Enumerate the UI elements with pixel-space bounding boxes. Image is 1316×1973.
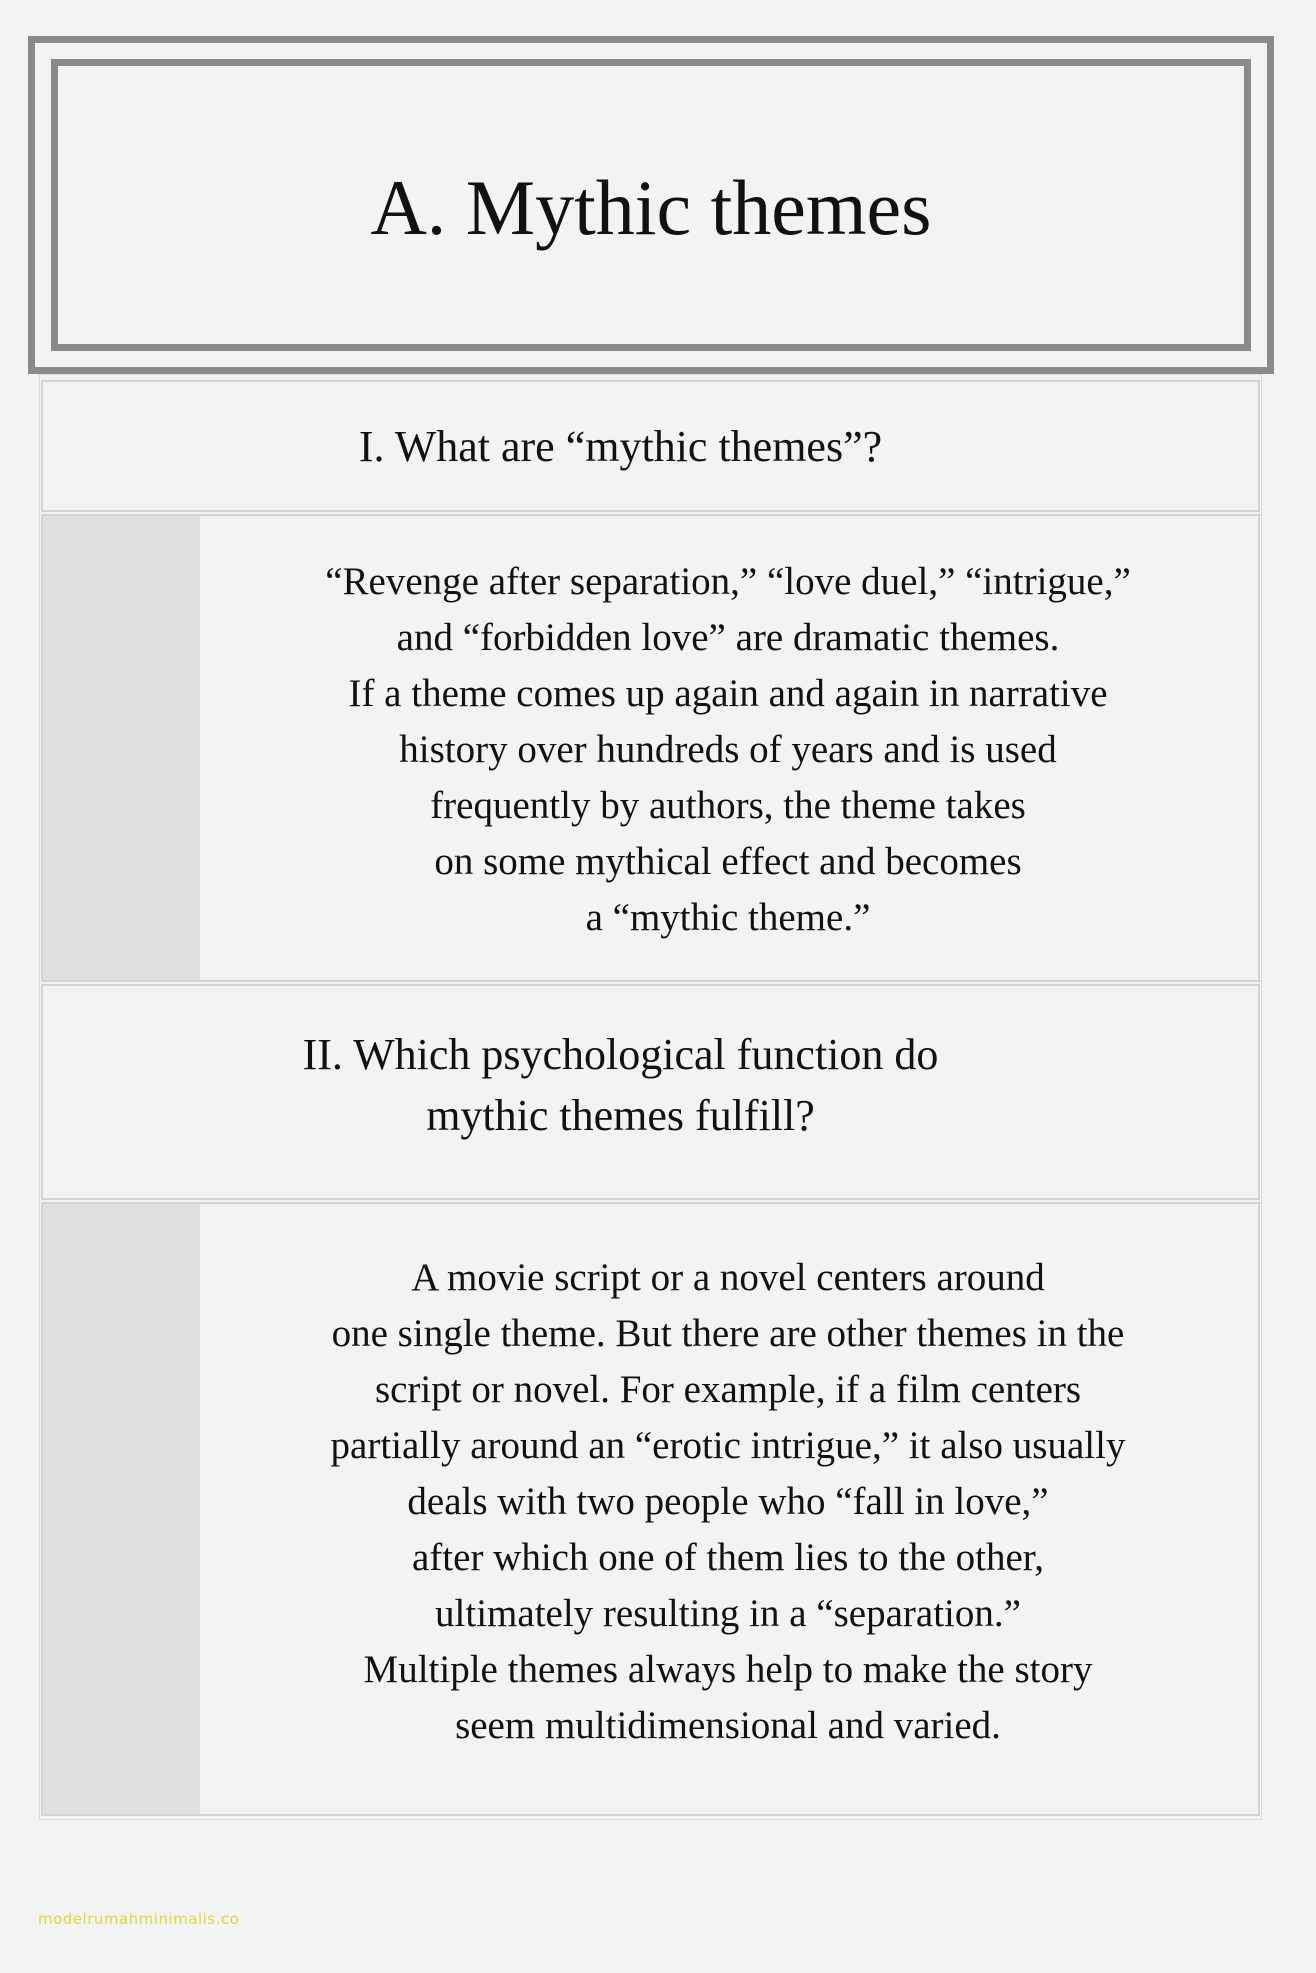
body-line: on some mythical effect and becomes [434,840,1022,883]
section-2-body [238,1250,1218,1754]
body-line: one single theme. But there are other themes in the [331,1312,1125,1355]
body-line: seem multidimensional and varied. [455,1704,1001,1747]
body-line: deals with two people who “fall in love,” [407,1480,1049,1523]
section-2-heading-panel [41,984,1260,1200]
body-line: If a theme comes up again and again in narrative [348,672,1108,715]
section-1-heading: I. What are “mythic themes”? [358,421,883,471]
section-2-body-panel [41,1202,1260,1816]
body-line: after which one of them lies to the other, [412,1536,1044,1579]
body-line: partially around an “erotic intrigue,” it also usually [330,1424,1126,1467]
body-line: and “forbidden love” are dramatic themes. [396,616,1060,659]
section-2-heading-line: mythic themes fulfill? [426,1091,815,1140]
body-line: a “mythic theme.” [585,896,871,939]
watermark: modelrumahminimalis.co [38,1910,240,1928]
section-2-heading [303,1024,939,1146]
body-line: frequently by authors, the theme takes [430,784,1026,827]
section-1-sidebar [43,516,200,980]
section-2-heading-line: II. Which psychological function do [302,1030,939,1079]
body-line: “Revenge after separation,” “love duel,” “intrigue,” [325,560,1131,603]
body-line: A movie script or a novel centers around [411,1256,1045,1299]
section-1-body [238,554,1218,946]
body-line: script or novel. For example, if a film centers [374,1368,1082,1411]
body-line: history over hundreds of years and is used [399,728,1057,771]
body-line: ultimately resulting in a “separation.” [435,1592,1021,1635]
title-frame [28,36,1274,374]
body-line: Multiple themes always help to make the story [363,1648,1093,1691]
section-1-heading-panel [41,380,1260,512]
title-frame-inner [51,59,1251,351]
section-2-sidebar [43,1204,200,1814]
section-1-body-panel [41,514,1260,982]
page-title: A. Mythic themes [370,164,932,251]
